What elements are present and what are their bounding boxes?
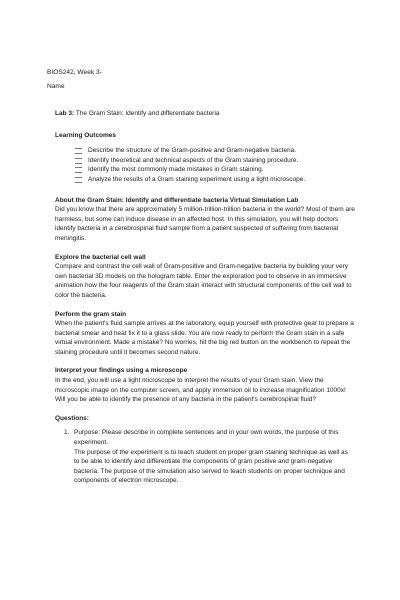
lab-title [55,109,355,119]
section-cell-wall [55,253,355,301]
lab-number: Lab 3: [55,110,75,117]
list-item: Analyze the results of a Gram staining experiment using a light microscope. [75,175,355,185]
section-body: When the patient's fluid sample arrives at the laboratory, equip yourself with protective gear to prepare a bacterial smear and heat fix it to a glass slide. You are now ready to perform the Gram stain in a safe virtual environment. Made a mistake? No worries, hit the big red button on the workbench to repeat the staining procedure until it becomes second nature. [55,320,354,356]
bullet-box-icon [75,158,82,164]
section-heading: About the Gram Stain: Identify and differentiate bacteria Virtual Simulation Lab [55,196,299,204]
section-microscope [55,366,355,404]
section-about [55,196,355,244]
section-heading: Explore the bacterial cell wall [55,253,146,261]
list-item: Identify the most commonly made mistakes in Gram staining. [75,165,355,175]
question-prompt: Purpose: Please describe in complete sentences and in your own words, the purpose of this experiment. [74,429,339,447]
section-heading: Perform the gram stain [55,310,127,318]
section-body: Compare and contrast the cell wall of Gram-positive and Gram-negative bacteria by building your very own bacterial 3D models on the hologram table. Enter the exploration pod to observe in an immersive animation how the four reagents of the Gram stain interact with structural components of the cell wall to color the bacteria. [55,263,352,299]
question-answer: The purpose of the experiment is to teach student on proper gram staining technique as well as to be able to identify and differentiate the components of gram positive and gram-negative bacteria. The purpose of the simulation also served to teach students on proper technique and components of electron microscope. [74,448,348,485]
bullet-box-icon [75,167,82,173]
section-body: Did you know that there are approximately 5 million-trillion-trillion bacteria in the world? Most of them are harmless, but some can induce disease in an affected host. In this simulation, you will help doctors identify bacteria in a cerebrospinal fluid sample from a patient suspected of suffering from bacterial meningitis. [55,206,355,242]
question-number: 1. [64,429,70,437]
learning-outcomes-heading: Learning Outcomes [55,131,117,139]
questions-heading: Questions: [55,414,89,422]
question-item [55,428,355,486]
section-heading: Interpret your findings using a microscope [55,367,188,375]
learning-outcomes-list [75,146,355,184]
section-body: In the end, you will use a light microscope to interpret the results of your Gram stain. View the microscopic image on the computer screen, and apply immersion oil to increase magnification 1000x! Will you be able to identify the presence of any bacteria in the patient's cerebrospinal fluid? [55,377,346,404]
document-body [55,109,355,486]
lab-title-text: The Gram Stain: Identify and differentiate bacteria [74,110,220,117]
list-item: Identify theoretical and technical aspects of the Gram staining procedure. [75,156,355,166]
list-item: Describe the structure of the Gram-positive and Gram-negative bacteria. [75,146,355,156]
section-gram-stain [55,310,355,358]
bullet-box-icon [75,148,82,154]
document-header [47,66,102,94]
course-label: BIOS242, Week 3- [47,69,102,76]
question-body [74,428,355,486]
name-label: Name [47,83,65,90]
bullet-box-icon [75,177,82,183]
